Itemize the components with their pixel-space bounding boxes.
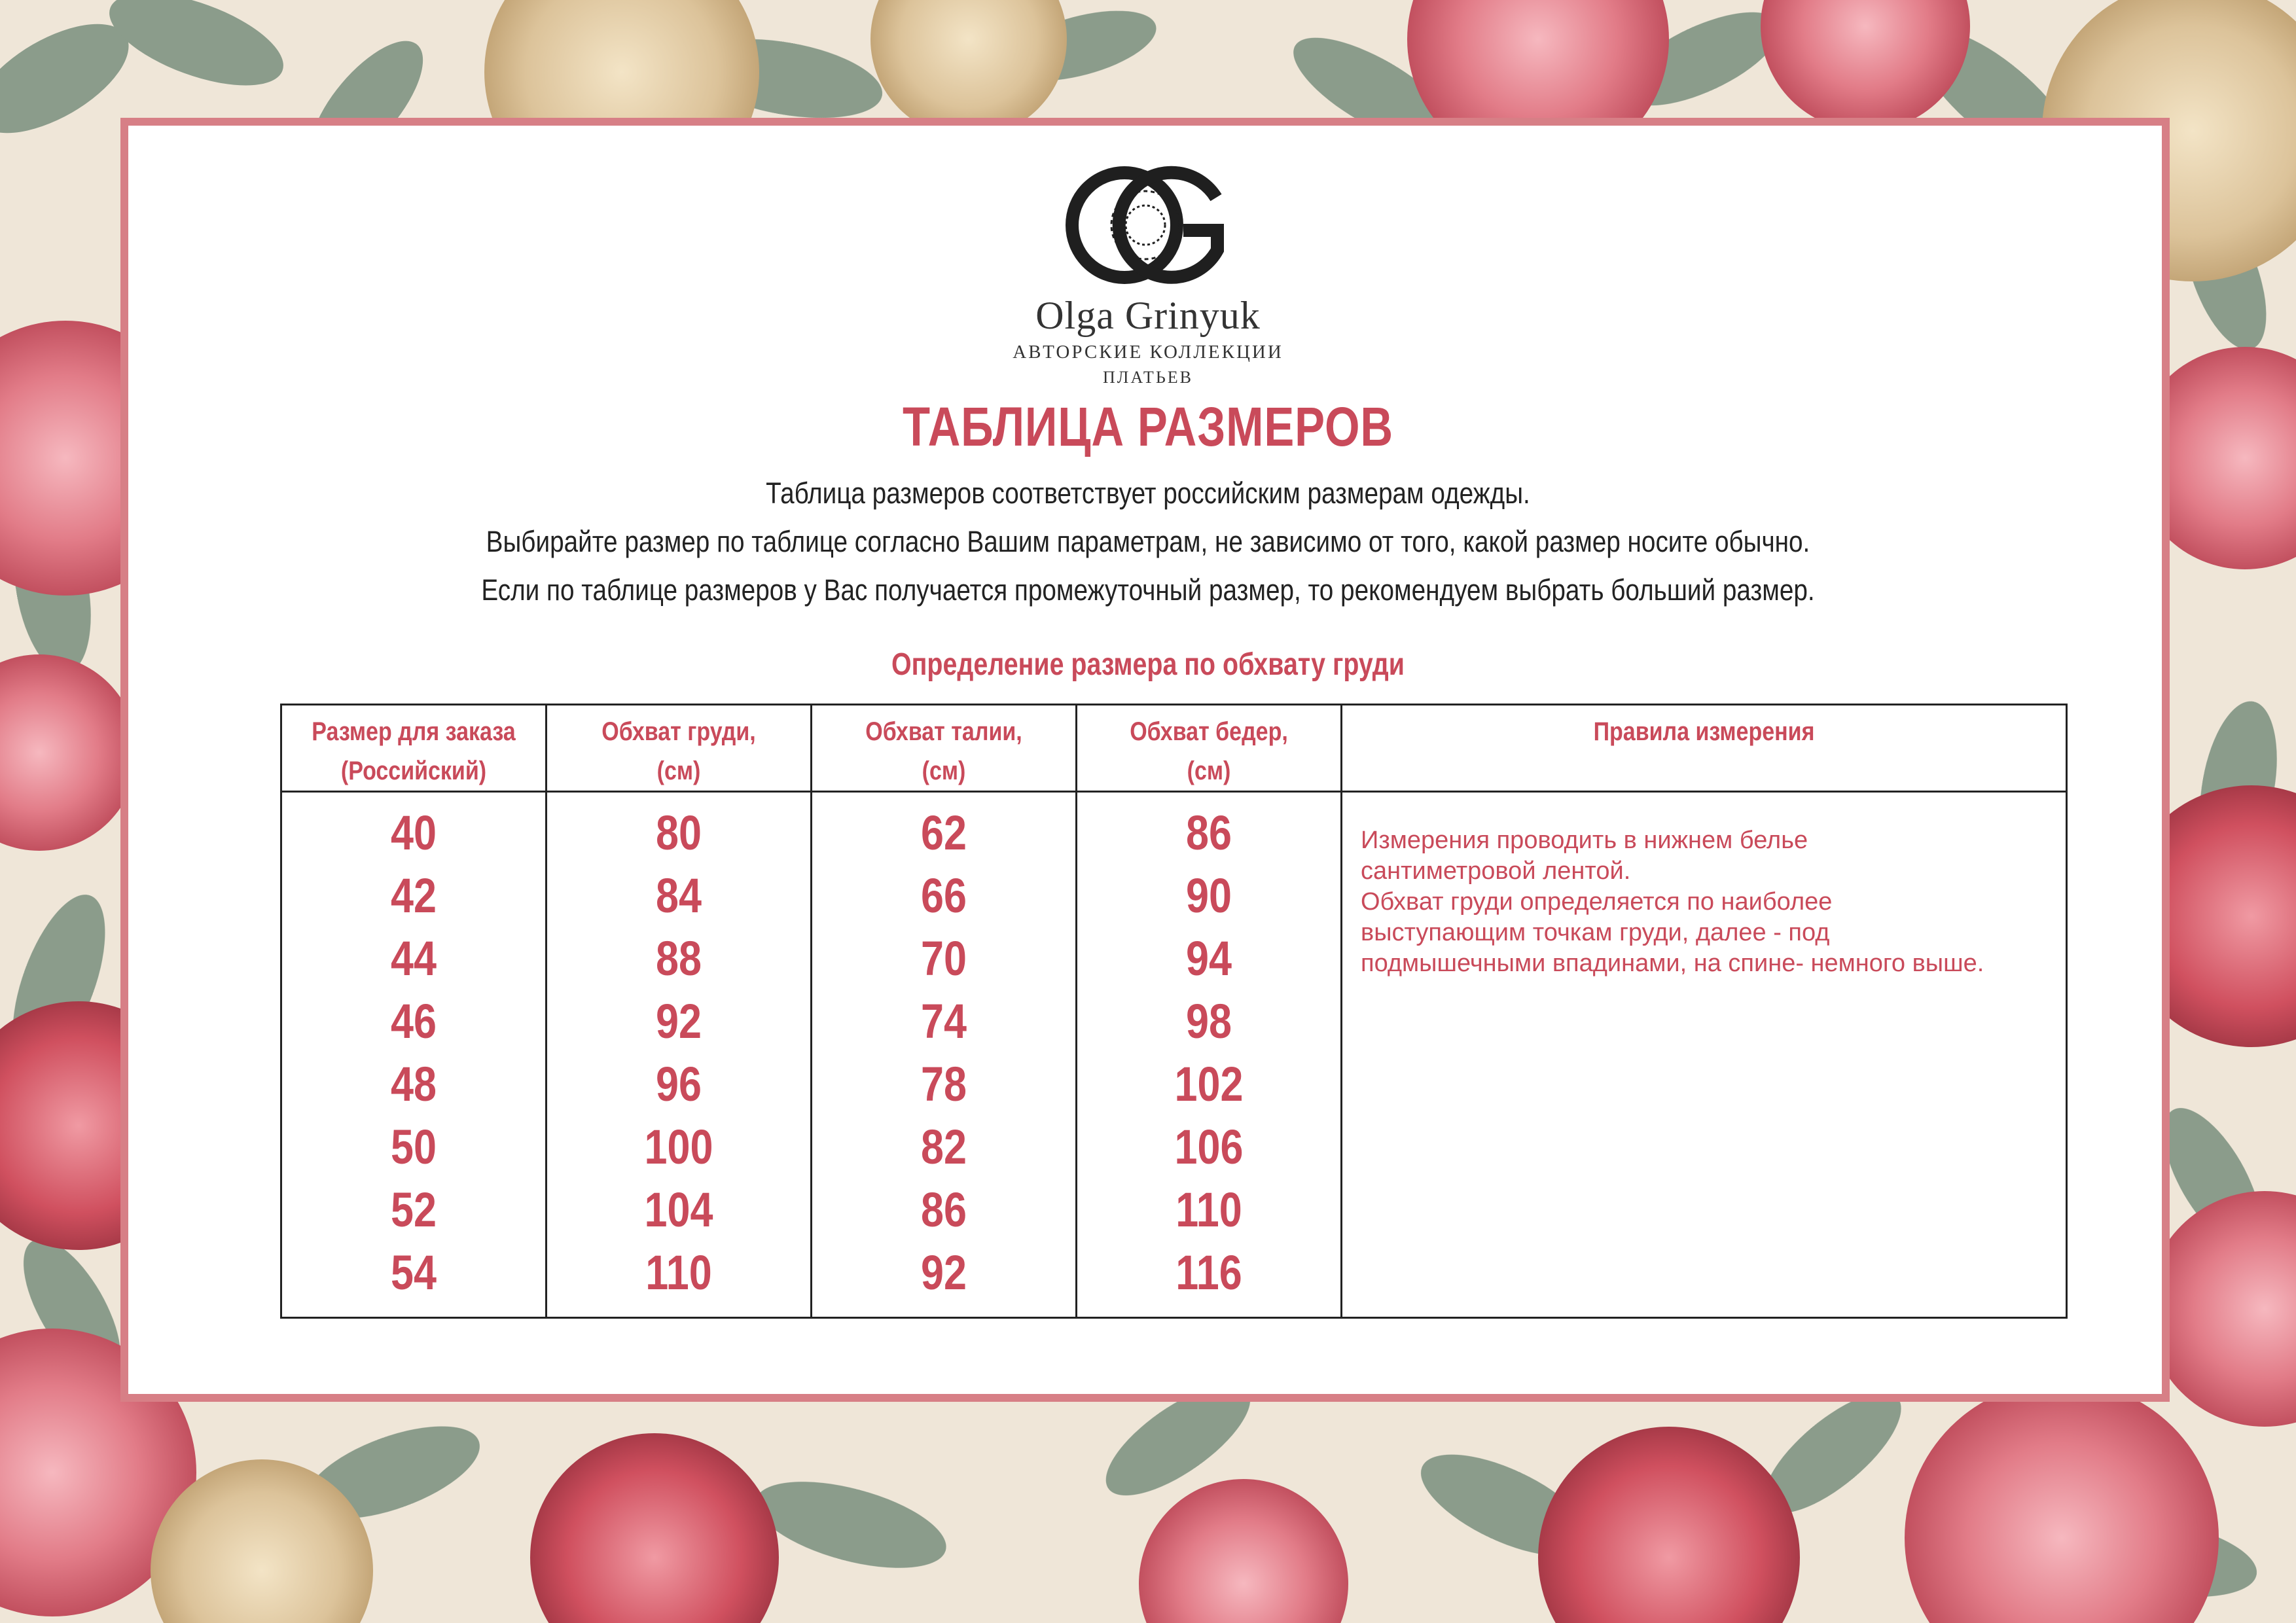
header-size-line-1: Размер для заказа <box>312 717 516 746</box>
hips-column <box>1077 792 1342 1318</box>
hips-value: 116 <box>1175 1245 1242 1300</box>
hips-value: 110 <box>1175 1183 1242 1237</box>
header-bust-line-1: Обхват груди, <box>601 717 756 746</box>
waist-value: 70 <box>921 931 967 986</box>
rule-line: сантиметровой лентой. <box>1361 857 1631 885</box>
hips-value: 94 <box>1186 931 1232 986</box>
brand-name: Olga Grinyuk <box>1035 294 1261 337</box>
rule-line: выступающим точкам груди, далее - под <box>1361 919 1830 946</box>
bust-value: 100 <box>644 1120 713 1174</box>
brand-tagline: АВТОРСКИЕ КОЛЛЕКЦИИ <box>1013 342 1283 363</box>
size-value: 40 <box>391 806 437 860</box>
rule-line: подмышечными впадинами, на спине- немного выше. <box>1361 950 1984 977</box>
size-value: 50 <box>391 1120 437 1174</box>
waist-value: 86 <box>921 1183 967 1237</box>
hips-value: 86 <box>1186 806 1232 860</box>
intro-line-1: Таблица размеров соответствует российским размерам одежды. <box>766 476 1530 510</box>
waist-value: 78 <box>921 1057 967 1111</box>
size-value: 44 <box>391 931 437 986</box>
header-waist-line-1: Обхват талии, <box>865 717 1022 746</box>
header-bust-line-2: (см) <box>656 757 701 785</box>
table-subtitle: Определение размера по обхвату груди <box>891 647 1405 682</box>
header-hips-line-1: Обхват бедер, <box>1130 717 1288 746</box>
header-size <box>281 705 547 792</box>
header-rules <box>1342 705 2067 792</box>
waist-value: 82 <box>921 1120 967 1174</box>
intro-line-2: Выбирайте размер по таблице согласно Вашим параметрам, не зависимо от того, какой размер носите обычно. <box>486 525 1810 558</box>
waist-column <box>812 792 1077 1318</box>
bust-column <box>547 792 812 1318</box>
table-body-row <box>281 792 2067 1318</box>
hips-value: 98 <box>1186 994 1232 1048</box>
waist-value: 66 <box>921 868 967 923</box>
header-hips-line-2: (см) <box>1187 757 1231 785</box>
bust-value: 84 <box>656 868 702 923</box>
bust-value: 110 <box>645 1245 712 1300</box>
bust-value: 88 <box>656 931 702 986</box>
brand-tagline-2: ПЛАТЬЕВ <box>1103 368 1193 387</box>
rule-line: Измерения проводить в нижнем белье <box>1361 827 1808 854</box>
hips-value: 90 <box>1186 868 1232 923</box>
measurement-rules <box>1342 792 2067 1318</box>
waist-value: 74 <box>921 994 967 1048</box>
header-waist <box>812 705 1077 792</box>
size-value: 42 <box>391 868 437 923</box>
header-hips <box>1077 705 1342 792</box>
header-bust <box>547 705 812 792</box>
header-size-line-2: (Российский) <box>340 757 487 785</box>
bust-value: 104 <box>644 1183 713 1237</box>
intro-line-3: Если по таблице размеров у Вас получается промежуточный размер, то рекомендуем выбрать больший размер. <box>481 573 1815 607</box>
bust-value: 96 <box>656 1057 702 1111</box>
bust-value: 80 <box>656 806 702 860</box>
og-monogram-logo <box>1052 165 1238 296</box>
size-value: 54 <box>391 1245 437 1300</box>
hips-value: 106 <box>1174 1120 1244 1174</box>
size-table <box>280 704 2068 1319</box>
bust-value: 92 <box>656 994 702 1048</box>
waist-value: 92 <box>921 1245 967 1300</box>
size-value: 52 <box>391 1183 437 1237</box>
size-column <box>281 792 547 1318</box>
table-header-row <box>281 705 2067 792</box>
size-value: 48 <box>391 1057 437 1111</box>
waist-value: 62 <box>921 806 967 860</box>
size-value: 46 <box>391 994 437 1048</box>
hips-value: 102 <box>1174 1057 1244 1111</box>
page-title: ТАБЛИЦА РАЗМЕРОВ <box>903 396 1393 457</box>
rule-line: Обхват груди определяется по наиболее <box>1361 888 1833 916</box>
header-waist-line-2: (см) <box>922 757 966 785</box>
header-rules-label: Правила измерения <box>1593 717 1815 746</box>
